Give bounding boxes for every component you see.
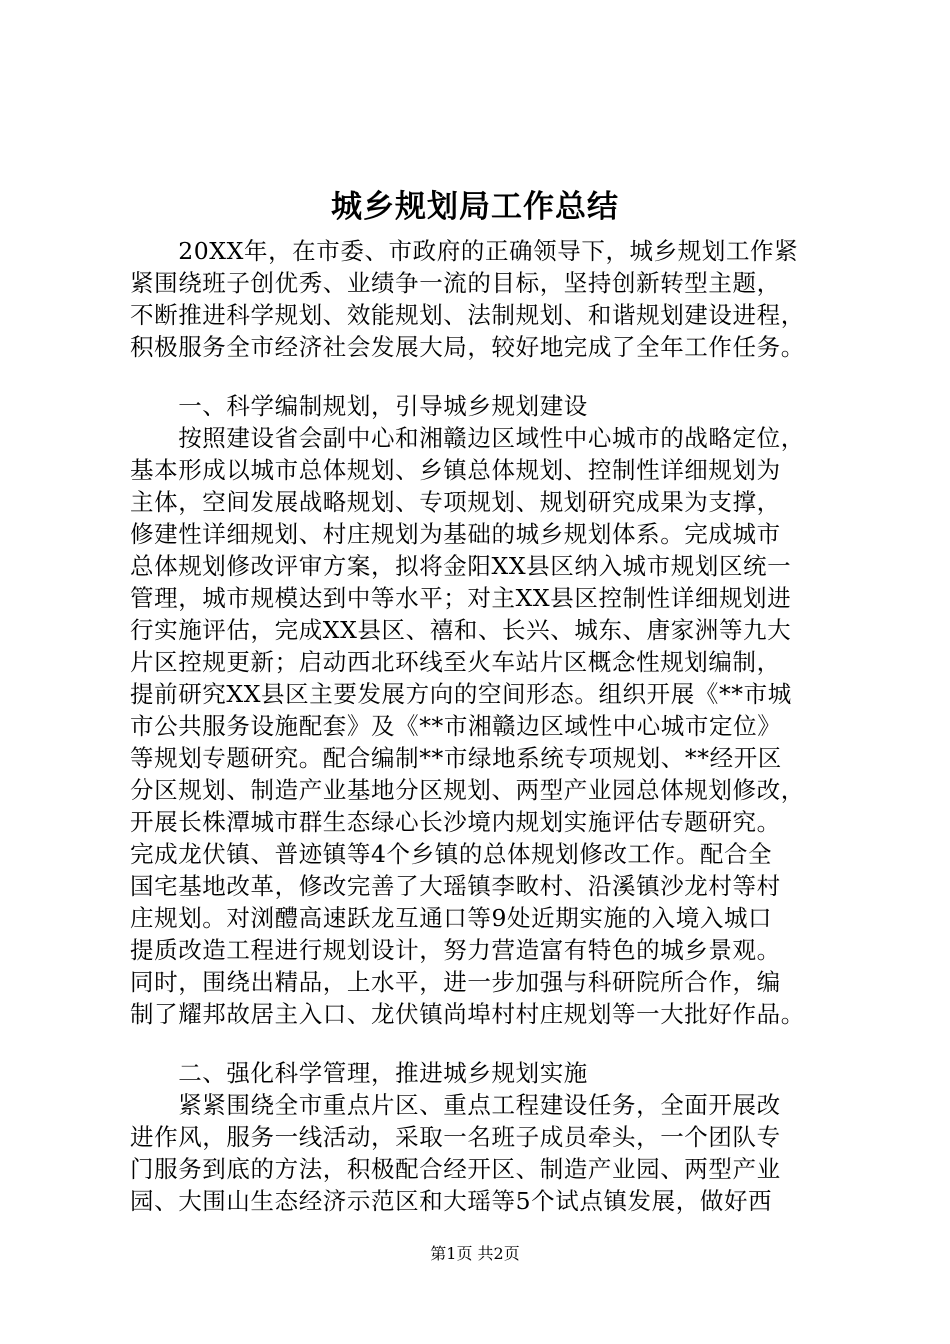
body-line: 提前研究XX县区主要发展方向的空间形态。组织开展《**市城 (130, 680, 792, 708)
section-heading: 二、强化科学管理，推进城乡规划实施 (130, 1059, 588, 1087)
body-line: 进作风，服务一线活动，采取一名班子成员牵头，一个团队专 (130, 1123, 781, 1151)
body-line: 同时，围绕出精品，上水平，进一步加强与科研院所合作，编 (130, 968, 781, 996)
body-line: 制了耀邦故居主入口、龙伏镇尚埠村村庄规划等一大批好作品。 (130, 1000, 805, 1028)
body-line: 修建性详细规划、村庄规划为基础的城乡规划体系。完成城市 (130, 520, 781, 548)
body-line: 20XX年，在市委、市政府的正确领导下，城乡规划工作紧 (130, 237, 799, 265)
body-line: 提质改造工程进行规划设计，努力营造富有特色的城乡景观。 (130, 936, 781, 964)
body-line: 总体规划修改评审方案，拟将金阳XX县区纳入城市规划区统一 (130, 552, 792, 580)
body-line: 分区规划、制造产业基地分区规划、两型产业园总体规划修改， (130, 776, 805, 804)
body-line: 庄规划。对浏醴高速跃龙互通口等9处近期实施的入境入城口 (130, 904, 773, 932)
body-line: 市公共服务设施配套》及《**市湘赣边区域性中心城市定位》 (130, 712, 782, 740)
body-line: 等规划专题研究。配合编制**市绿地系统专项规划、**经开区 (130, 744, 782, 772)
body-line: 紧围绕班子创优秀、业绩争一流的目标，坚持创新转型主题， (130, 269, 781, 297)
body-line: 园、大围山生态经济示范区和大瑶等5个试点镇发展，做好西 (130, 1187, 773, 1215)
body-line: 积极服务全市经济社会发展大局，较好地完成了全年工作任务。 (130, 333, 805, 361)
body-line: 片区控规更新；启动西北环线至火车站片区概念性规划编制， (130, 648, 781, 676)
body-line: 管理，城市规模达到中等水平；对主XX县区控制性详细规划进 (130, 584, 792, 612)
document-title: 城乡规划局工作总结 (331, 189, 619, 225)
body-line: 完成龙伏镇、普迹镇等4个乡镇的总体规划修改工作。配合全 (130, 840, 773, 868)
body-line: 国宅基地改革，修改完善了大瑶镇李畋村、沿溪镇沙龙村等村 (130, 872, 781, 900)
body-line: 开展长株潭城市群生态绿心长沙境内规划实施评估专题研究。 (130, 808, 781, 836)
section-heading: 一、科学编制规划，引导城乡规划建设 (130, 392, 588, 420)
body-line: 门服务到底的方法，积极配合经开区、制造产业园、两型产业 (130, 1155, 781, 1183)
body-line: 主体，空间发展战略规划、专项规划、规划研究成果为支撑， (130, 488, 781, 516)
body-line: 行实施评估，完成XX县区、禧和、长兴、城东、唐家洲等九大 (130, 616, 792, 644)
page-footer: 第1页 共2页 (430, 1244, 520, 1263)
body-line: 基本形成以城市总体规划、乡镇总体规划、控制性详细规划为 (130, 456, 781, 484)
body-line: 不断推进科学规划、效能规划、法制规划、和谐规划建设进程， (130, 301, 805, 329)
body-line: 按照建设省会副中心和湘赣边区域性中心城市的战略定位， (130, 424, 805, 452)
body-line: 紧紧围绕全市重点片区、重点工程建设任务，全面开展改 (130, 1091, 781, 1119)
